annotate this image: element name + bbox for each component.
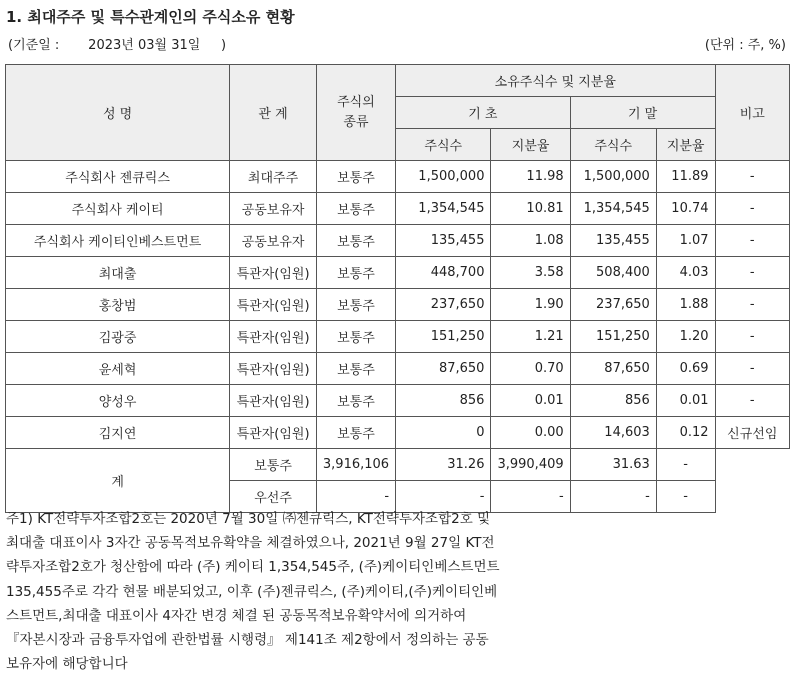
total-preferred-end-ratio: - [570,481,656,513]
footnote-line: 『자본시장과 금융투자업에 관한법률 시행령』 제141조 제2항에서 정의하는 공동 [6,631,489,648]
cell-end-shares: 856 [570,385,656,417]
cell-name: 주식회사 젠큐릭스 [6,161,230,193]
table-body [6,161,790,449]
cell-end-ratio: 0.12 [656,417,715,449]
cell-end-shares: 1,500,000 [570,161,656,193]
cell-end-shares: 237,650 [570,289,656,321]
total-preferred-note: - [656,481,715,513]
cell-end-ratio: 1.07 [656,225,715,257]
cell-relation: 특관자(임원) [230,353,317,385]
cell-name: 최대출 [6,257,230,289]
cell-note: - [715,321,789,353]
header-end: 기 말 [570,97,715,129]
cell-relation: 특관자(임원) [230,289,317,321]
cell-relation: 특관자(임원) [230,321,317,353]
section-title: 1. 최대주주 및 특수관계인의 주식소유 현황 [6,8,295,26]
cell-type: 보통주 [316,161,395,193]
cell-begin-ratio: 0.70 [491,353,570,385]
total-common-begin-ratio: 31.26 [396,449,491,481]
cell-note: 신규선임 [715,417,789,449]
cell-end-ratio: 10.74 [656,193,715,225]
cell-end-ratio: 0.69 [656,353,715,385]
base-date: (기준일 : 2023년 03월 31일 ) [8,38,227,53]
cell-begin-ratio: 1.08 [491,225,570,257]
total-preferred-end-shares: - [491,481,570,513]
cell-begin-shares: 87,650 [396,353,491,385]
cell-begin-shares: 1,354,545 [396,193,491,225]
cell-type: 보통주 [316,193,395,225]
cell-name: 김광중 [6,321,230,353]
table-row [6,417,790,449]
footnote-line: 주1) KT전략투자조합2호는 2020년 7월 30일 ㈜젠큐릭스, KT전략투자조합2호 및 [6,511,491,527]
cell-begin-shares: 448,700 [396,257,491,289]
footnote [6,507,606,676]
header-holdings: 소유주식수 및 지분율 [396,65,715,97]
header-stock-type-line2: 종류 [343,114,369,130]
cell-relation: 특관자(임원) [230,417,317,449]
cell-end-ratio: 1.88 [656,289,715,321]
table-row [6,161,790,193]
cell-end-shares: 135,455 [570,225,656,257]
footnote-line: 최대출 대표이사 3자간 공동목적보유확약을 체결하였으나, 2021년 9월 27일 KT전 [6,535,495,552]
cell-type: 보통주 [316,289,395,321]
cell-begin-ratio: 0.01 [491,385,570,417]
header-end-ratio: 지분율 [656,129,715,161]
cell-begin-shares: 151,250 [396,321,491,353]
cell-relation: 최대주주 [230,161,317,193]
total-common-end-shares: 3,990,409 [491,449,570,481]
total-common-note: - [656,449,715,481]
header-relation: 관 계 [230,65,317,161]
cell-type: 보통주 [316,321,395,353]
cell-relation: 특관자(임원) [230,257,317,289]
footnote-line: 략투자조합2호가 청산함에 따라 (주) 케이티 1,354,545주, (주)케이티인베스트먼트 [6,559,500,576]
table-row [6,193,790,225]
total-preferred-type: 우선주 [230,481,317,513]
cell-type: 보통주 [316,225,395,257]
cell-name: 양성우 [6,385,230,417]
cell-begin-shares: 1,500,000 [396,161,491,193]
cell-name: 주식회사 케이티인베스트먼트 [6,225,230,257]
cell-name: 홍창범 [6,289,230,321]
cell-begin-ratio: 1.90 [491,289,570,321]
total-common-end-ratio: 31.63 [570,449,656,481]
cell-type: 보통주 [316,417,395,449]
cell-type: 보통주 [316,257,395,289]
cell-type: 보통주 [316,353,395,385]
cell-begin-shares: 237,650 [396,289,491,321]
header-begin-ratio: 지분율 [491,129,570,161]
cell-relation: 공동보유자 [230,225,317,257]
table-row [6,353,790,385]
cell-note: - [715,225,789,257]
shareholding-table [5,64,790,513]
table-row [6,385,790,417]
header-note: 비고 [715,65,789,161]
cell-end-shares: 508,400 [570,257,656,289]
table-row [6,225,790,257]
cell-note: - [715,161,789,193]
cell-begin-ratio: 3.58 [491,257,570,289]
cell-note: - [715,193,789,225]
cell-begin-ratio: 0.00 [491,417,570,449]
cell-begin-shares: 135,455 [396,225,491,257]
cell-note: - [715,353,789,385]
header-stock-type-line1: 주식의 [337,94,375,110]
table-row [6,289,790,321]
footnote-line: 보유자에 해당합니다 [6,656,128,673]
cell-note: - [715,289,789,321]
footnote-line: 스트먼트,최대출 대표이사 4자간 변경 체결 된 공동목적보유확약서에 의거하여 [6,607,467,624]
cell-name: 윤세혁 [6,353,230,385]
cell-relation: 특관자(임원) [230,385,317,417]
header-begin-shares: 주식수 [396,129,491,161]
header-stock-type [316,65,395,161]
cell-end-ratio: 4.03 [656,257,715,289]
cell-begin-shares: 856 [396,385,491,417]
table-row [6,321,790,353]
footnote-line: 135,455주로 각각 현물 배분되었고, 이후 (주)젠큐릭스, (주)케이티,(주)케이티인베 [6,583,498,600]
header-end-shares: 주식수 [570,129,656,161]
cell-begin-ratio: 1.21 [491,321,570,353]
cell-end-shares: 14,603 [570,417,656,449]
total-common-type: 보통주 [230,449,317,481]
cell-note: - [715,385,789,417]
header-name: 성 명 [6,65,230,161]
cell-begin-ratio: 10.81 [491,193,570,225]
total-preferred-begin-ratio: - [396,481,491,513]
total-common-begin-shares: 3,916,106 [316,449,395,481]
table-total [6,449,790,513]
cell-name: 김지연 [6,417,230,449]
cell-begin-ratio: 11.98 [491,161,570,193]
cell-end-ratio: 11.89 [656,161,715,193]
table-row [6,257,790,289]
cell-end-shares: 87,650 [570,353,656,385]
cell-end-ratio: 1.20 [656,321,715,353]
cell-name: 주식회사 케이티 [6,193,230,225]
cell-begin-shares: 0 [396,417,491,449]
total-label: 계 [6,449,230,513]
unit-label: (단위 : 주, %) [704,38,786,53]
total-preferred-begin-shares: - [316,481,395,513]
cell-note: - [715,257,789,289]
cell-end-ratio: 0.01 [656,385,715,417]
header-begin: 기 초 [396,97,571,129]
cell-end-shares: 1,354,545 [570,193,656,225]
cell-end-shares: 151,250 [570,321,656,353]
cell-relation: 공동보유자 [230,193,317,225]
cell-type: 보통주 [316,385,395,417]
